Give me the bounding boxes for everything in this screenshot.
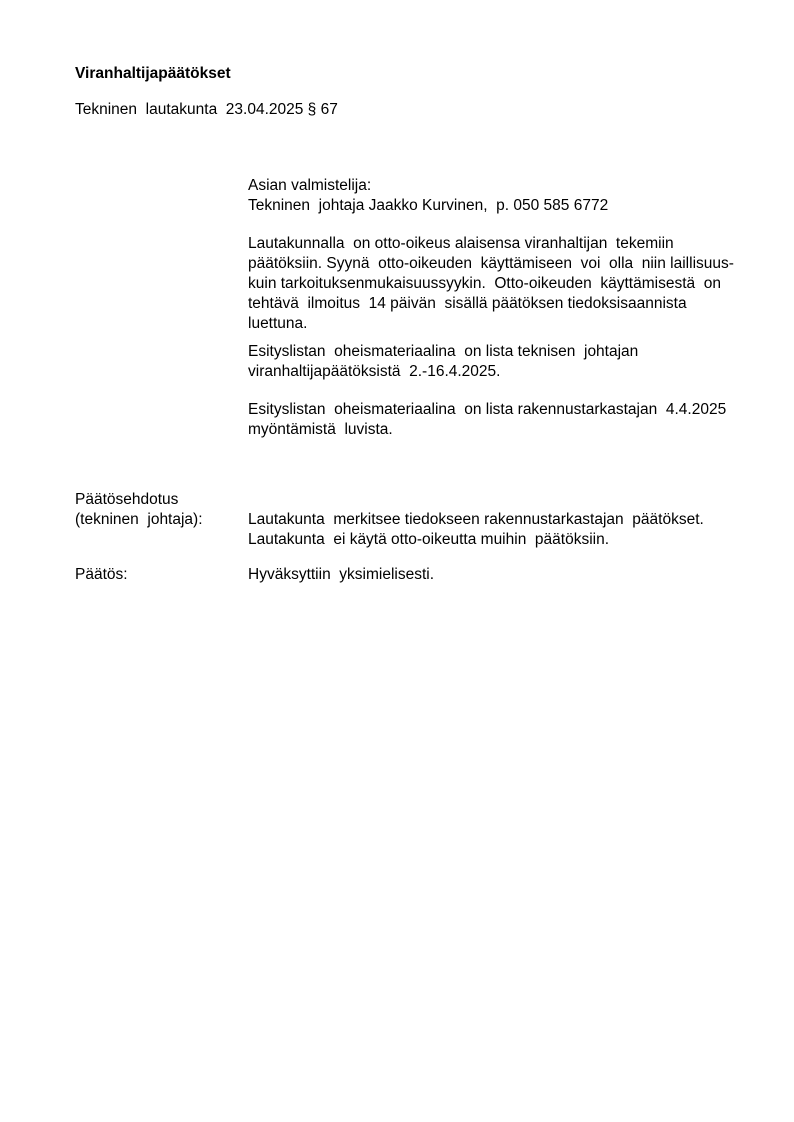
decision-proposal-text-line: Lautakunta ei käytä otto-oikeutta muihin päätöksiin. xyxy=(248,531,610,548)
decision-proposal-label-line: Päätösehdotus xyxy=(75,491,179,508)
paragraph-line: kuin tarkoituksenmukaisuussyykin. Otto-oikeuden käyttämisestä on xyxy=(248,275,721,292)
preparer-contact: Tekninen johtaja Jaakko Kurvinen, p. 050 585 6772 xyxy=(248,197,609,214)
paragraph-line: luettuna. xyxy=(248,315,308,332)
decision-proposal-text-line: Lautakunta merkitsee tiedokseen rakennustarkastajan päätökset. xyxy=(248,511,704,528)
paragraph-attachment-tekninen-johtaja xyxy=(248,342,638,382)
paragraph-line: tehtävä ilmoitus 14 päivän sisällä päätöksen tiedoksisaannista xyxy=(248,295,687,312)
paragraph-otto-oikeus xyxy=(248,234,734,334)
document-title: Viranhaltijapäätökset xyxy=(75,65,231,82)
paragraph-line: myöntämistä luvista. xyxy=(248,421,393,438)
document-subtitle: Tekninen lautakunta 23.04.2025 § 67 xyxy=(75,101,338,118)
paragraph-attachment-rakennustarkastaja xyxy=(248,400,726,440)
decision-text: Hyväksyttiin yksimielisesti. xyxy=(248,566,435,583)
preparer-heading: Asian valmistelija: xyxy=(248,177,372,194)
decision-proposal-label-line: (tekninen johtaja): xyxy=(75,511,203,528)
paragraph-line: Esityslistan oheismateriaalina on lista teknisen johtajan xyxy=(248,343,639,360)
decision-proposal-text xyxy=(248,510,704,550)
preparer-block xyxy=(248,176,608,216)
paragraph-line: viranhaltijapäätöksistä 2.-16.4.2025. xyxy=(248,363,501,380)
decision-proposal-label xyxy=(75,490,203,530)
decision-label: Päätös: xyxy=(75,566,128,583)
paragraph-line: Lautakunnalla on otto-oikeus alaisensa viranhaltijan tekemiin xyxy=(248,235,674,252)
paragraph-line: Esityslistan oheismateriaalina on lista rakennustarkastajan 4.4.2025 xyxy=(248,401,727,418)
paragraph-line: päätöksiin. Syynä otto-oikeuden käyttämiseen voi olla niin laillisuus- xyxy=(248,255,734,272)
